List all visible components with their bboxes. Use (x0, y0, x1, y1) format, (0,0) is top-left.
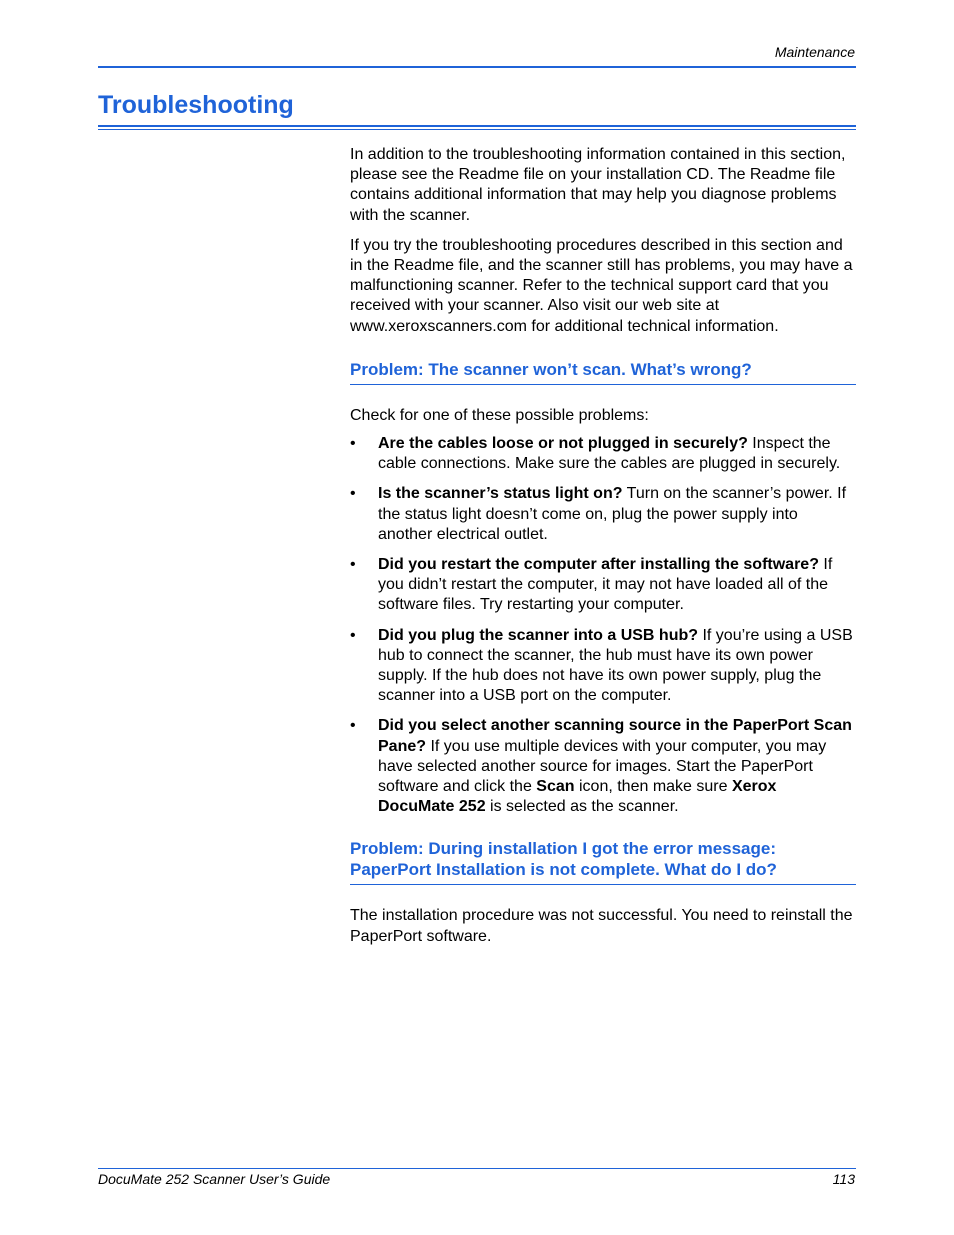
intro-paragraph: In addition to the troubleshooting information contained in this section, please see the Readme file on your installation CD. The Readme file contains additional information that may help you diagnose problems with the scanner. (350, 146, 846, 224)
list-item (350, 484, 856, 545)
answer: If you’re using a USB hub to connect the scanner, the hub must have its own power supply. If the hub does not have its own power supply, plug the scanner into a USB port on the computer. (378, 626, 853, 705)
list-item (350, 555, 856, 616)
list-item (350, 434, 856, 474)
answer: icon, then make sure (574, 778, 732, 796)
footer-rule (98, 1168, 856, 1169)
header-rule (98, 66, 856, 68)
scanner-model: Xerox DocuMate 252 (378, 778, 777, 816)
bullet: • (350, 717, 356, 735)
answer: Turn on the scanner’s power. If the status light doesn’t come on, plug the power supply into another electrical outlet. (378, 485, 847, 543)
title-rule-thin (98, 129, 856, 130)
question: Is the scanner’s status light on? (378, 485, 623, 503)
problem-list (350, 434, 856, 817)
bullet: • (350, 435, 356, 453)
problem-intro: Check for one of these possible problems: (350, 406, 649, 424)
page-number: 113 (832, 1171, 855, 1187)
question: Did you select another scanning source in the PaperPort Scan Pane? (378, 717, 852, 755)
problem-heading-install: Problem: During installation I got the error message: PaperPort Installation is not complete. What do I do? (350, 838, 856, 885)
bullet: • (350, 626, 356, 644)
intro-paragraph: If you try the troubleshooting procedures described in this section and in the Readme file, and the scanner still has problems, you may have a malfunctioning scanner. Refer to the technical support card that you received with your scanner. Also visit our web site at www.xeroxscanners.com for additional technical information. (350, 236, 853, 335)
bullet: • (350, 556, 356, 574)
question: Did you restart the computer after installing the software? (378, 556, 819, 574)
footer-guide-title: DocuMate 252 Scanner User’s Guide (98, 1171, 331, 1187)
page-title: Troubleshooting (98, 91, 294, 119)
bullet: • (350, 485, 356, 503)
problem-heading-scan: Problem: The scanner won’t scan. What’s wrong? (350, 359, 856, 385)
list-item (350, 716, 856, 817)
answer: is selected as the scanner. (485, 798, 679, 816)
problem-answer: The installation procedure was not successful. You need to reinstall the PaperPort software. (350, 907, 853, 945)
question: Are the cables loose or not plugged in securely? (378, 435, 748, 453)
list-item (350, 626, 856, 707)
answer: If you use multiple devices with your computer, you may have selected another source for images. Start the PaperPort software and click the (378, 737, 827, 796)
answer: Inspect the cable connections. Make sure the cables are plugged in securely. (378, 435, 841, 473)
question: Did you plug the scanner into a USB hub? (378, 626, 699, 644)
answer: If you didn’t restart the computer, it may not have loaded all of the software files. Try restarting your computer. (378, 556, 833, 614)
scan-word: Scan (536, 778, 575, 796)
running-header: Maintenance (774, 44, 855, 60)
title-rule (98, 125, 856, 127)
body-column (350, 145, 856, 947)
